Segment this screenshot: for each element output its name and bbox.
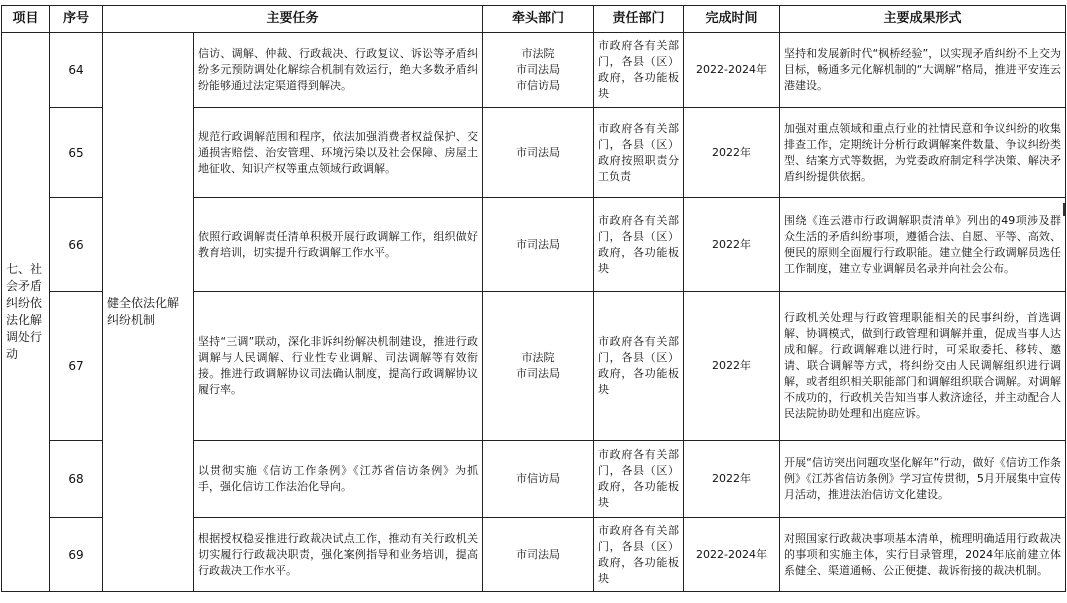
edge-marker xyxy=(1063,203,1065,216)
task-cell: 以贯彻实施《信访工作条例》《江苏省信访条例》为抓手，强化信访工作法治化导向。 xyxy=(194,441,483,518)
header-lead: 牵头部门 xyxy=(483,6,594,33)
time-cell: 2022年 xyxy=(684,108,780,198)
seq-cell: 67 xyxy=(50,292,103,441)
task-cell: 坚持“三调”联动，深化非诉纠纷解决机制建设，推进行政调解与人民调解、行业性专业调解、司法调解等有效衔接。推进行政调解协议司法确认制度，提高行政调解协议履行率。 xyxy=(194,292,483,441)
seq-cell: 69 xyxy=(50,518,103,592)
result-cell: 对照国家行政裁决事项基本清单，梳理明确适用行政裁决的事项和实施主体，实行目录管理，2024年底前建立体系健全、渠道通畅、公正便捷、裁诉衔接的裁决机制。 xyxy=(780,518,1066,592)
lead-cell: 市法院 市司法局 xyxy=(483,292,594,441)
responsible-cell: 市政府各有关部门，各县（区）政府，各功能板块 xyxy=(594,198,684,292)
header-row xyxy=(2,6,1066,33)
lead-cell: 市信访局 xyxy=(483,441,594,518)
lead-cell: 市司法局 xyxy=(483,518,594,592)
header-task: 主要任务 xyxy=(103,6,483,33)
task-table xyxy=(1,5,1066,592)
header-result: 主要成果形式 xyxy=(780,6,1066,33)
header-seq: 序号 xyxy=(50,6,103,33)
responsible-cell: 市政府各有关部门，各县（区）政府按照职责分工负责 xyxy=(594,108,684,198)
measure-cell: 健全依法化解纠纷机制 xyxy=(103,33,194,592)
responsible-cell: 市政府各有关部门，各县（区）政府，各功能板块 xyxy=(594,33,684,108)
time-cell: 2022年 xyxy=(684,198,780,292)
lead-cell: 市司法局 xyxy=(483,108,594,198)
task-cell: 规范行政调解范围和程序，依法加强消费者权益保护、交通损害赔偿、治安管理、环境污染以及社会保障、房屋土地征收、知识产权等重点领域行政调解。 xyxy=(194,108,483,198)
header-time: 完成时间 xyxy=(684,6,780,33)
result-cell: 围绕《连云港市行政调解职责清单》列出的49项涉及群众生活的矛盾纠纷事项，遵循合法、自愿、平等、高效、便民的原则全面履行行政职能。建立健全行政调解员选任工作制度，建立专业调解员名录并向社会公布。 xyxy=(780,198,1066,292)
time-cell: 2022年 xyxy=(684,441,780,518)
lead-cell: 市司法局 xyxy=(483,198,594,292)
seq-cell: 64 xyxy=(50,33,103,108)
responsible-cell: 市政府各有关部门，各县（区）政府，各功能板块 xyxy=(594,441,684,518)
task-cell: 信访、调解、仲裁、行政裁决、行政复议、诉讼等矛盾纠纷多元预防调处化解综合机制有效运行，绝大多数矛盾纠纷能够通过法定渠道得到解决。 xyxy=(194,33,483,108)
responsible-cell: 市政府各有关部门，各县（区）政府，各功能板块 xyxy=(594,292,684,441)
responsible-cell: 市政府各有关部门，各县（区）政府，各功能板块 xyxy=(594,518,684,592)
table-row xyxy=(2,33,1066,108)
lead-cell: 市法院 市司法局 市信访局 xyxy=(483,33,594,108)
header-responsible: 责任部门 xyxy=(594,6,684,33)
task-cell: 依照行政调解责任清单积极开展行政调解工作，组织做好教育培训，切实提升行政调解工作水平。 xyxy=(194,198,483,292)
seq-cell: 65 xyxy=(50,108,103,198)
seq-cell: 66 xyxy=(50,198,103,292)
time-cell: 2022-2024年 xyxy=(684,33,780,108)
time-cell: 2022年 xyxy=(684,292,780,441)
category-cell: 七、社会矛盾纠纷依法化解调处行动 xyxy=(2,33,50,592)
time-cell: 2022-2024年 xyxy=(684,518,780,592)
task-cell: 根据授权稳妥推进行政裁决试点工作，推动有关行政机关切实履行行政裁决职责，强化案例指导和业务培训，提高行政裁决工作水平。 xyxy=(194,518,483,592)
result-cell: 开展“信访突出问题攻坚化解年”行动，做好《信访工作条例》《江苏省信访条例》学习宣传贯彻，5月开展集中宣传月活动，推进法治信访文化建设。 xyxy=(780,441,1066,518)
result-cell: 行政机关处理与行政管理职能相关的民事纠纷，首选调解、协调模式，做到行政管理和调解并重，促成当事人达成和解。行政调解难以进行时，可采取委托、移转、邀请、联合调解等方式，将纠纷交由人民调解组织进行调解，或者组织相关职能部门和调解组织联合调解。对调解不成功的，行政机关告知当事人救济途径，并主动配合人民法院协助处理和出庭应诉。 xyxy=(780,292,1066,441)
seq-cell: 68 xyxy=(50,441,103,518)
result-cell: 坚持和发展新时代“枫桥经验”，以实现矛盾纠纷不上交为目标，畅通多元化解机制的“大调解”格局，推进平安连云港建设。 xyxy=(780,33,1066,108)
header-category: 项目 xyxy=(2,6,50,33)
result-cell: 加强对重点领域和重点行业的社情民意和争议纠纷的收集排查工作，定期统计分析行政调解案件数量、争议纠纷类型、结案方式等数据，为党委政府制定科学决策、解决矛盾纠纷提供依据。 xyxy=(780,108,1066,198)
